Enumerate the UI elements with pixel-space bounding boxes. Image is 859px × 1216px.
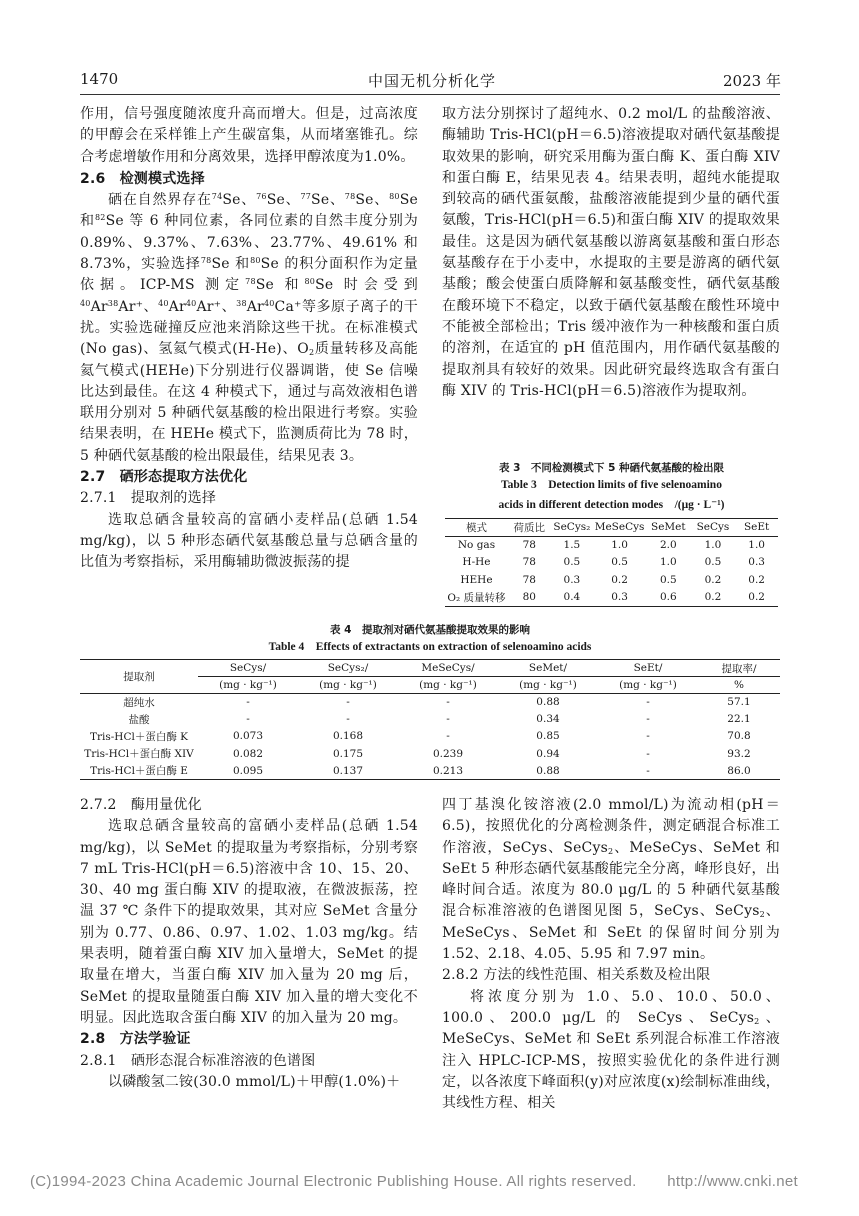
table-row: Tris-HCl＋蛋白酶 K 0.073 0.168 - 0.85 - 70.8 — [89, 730, 751, 743]
table3-header: 模式 荷质比 SeCys₂ MeSeCys SeMet SeCys SeEt — [445, 519, 778, 537]
copyright-footer: (C)1994-2023 China Academic Journal Electronic Publishing House. All rights reserved. http://www.cnki.net — [30, 1173, 798, 1190]
year: 2023 年 — [723, 72, 781, 90]
heading-2-8-2: 2.8.2 方法的线性范围、相关系数及检出限 — [442, 967, 711, 984]
heading-2-6: 2.6 检测模式选择 — [80, 170, 205, 187]
journal-title: 中国无机分析化学 — [368, 72, 497, 90]
paragraph-2-8-2: 将浓度分别为 1.0、5.0、10.0、50.0、100.0、200.0 μg/L 的 SeCys、SeCys$_2$、MeSeCys、SeMet 和 SeEt 系列混合标准工作溶液注入 HPLC-ICP-MS，按照实验优化的条件进行测定，以各浓度下峰面积(y)对应浓度(x)绘制标准曲线，其线性方程、相关 — [442, 988, 781, 1112]
table3-caption-cn: 表 3 不同检测模式下 5 种硒代氨基酸的检出限 — [498, 462, 725, 474]
heading-2-7-1: 2.7.1 提取剂的选择 — [80, 490, 217, 507]
right-column-upper — [442, 104, 780, 402]
table-row: Tris-HCl＋蛋白酶 XIV 0.082 0.175 0.239 0.94 - 93.2 — [84, 747, 751, 761]
table3-caption-en-2: acids in different detection modes /(μg · L⁻¹) — [498, 499, 725, 511]
table-row: 盐酸 - - - 0.34 - 22.1 — [128, 713, 751, 726]
table4-header-1: 提取剂 SeCys/ SeCys₂/ MeSeCys/ SeMet/ SeEt/ 提取率/ — [80, 660, 780, 677]
paragraph-2-8-1: 四丁基溴化铵溶液(2.0 mmol/L)为流动相(pH＝6.5)，按照优化的分离检测条件，测定硒混合标准工作溶液，SeCys、SeCys$_2$、MeSeCys、SeMet 和 SeEt 5 种形态硒代氨基酸能完全分离，峰形良好，出峰时间合适。浓度为 80.0 μg/L 的 5 种硒代氨基酸混合标准溶液的色谱图见图 5，SeCys、SeCys$_2$、MeSeCys、SeMet 和 SeEt 的保留时间分别为 1.52、2.18、4.05、5.95 和 7.97 min。 — [442, 797, 780, 963]
table-row: No gas 78 1.5 1.0 2.0 1.0 1.0 — [457, 539, 765, 551]
left-column-upper — [80, 104, 418, 574]
left-column-lower — [80, 795, 418, 1093]
table4-caption-en: Table 4 Effects of extractants on extraction of selenoamino acids — [268, 641, 592, 653]
heading-2-8-1: 2.8.1 硒形态混合标准溶液的色谱图 — [80, 1052, 316, 1069]
paragraph-2-6: 硒在自然界存在$^{74}$Se、$^{76}$Se、$^{77}$Se、$^{78}$Se、$^{80}$Se 和$^{82}$Se 等 6 种同位素，各同位素的自然丰度分别为 0.89%、9.37%、7.63%、23.77%、49.61% 和 8.73%，实验选择$^{78}$Se 和$^{80}$Se 的积分面积作为定量依据。ICP-MS 测定$^{78}$Se 和$^{80}$Se 时会受到$^{40}$Ar$^{38}$Ar⁺、$^{40}$Ar$^{40}$Ar⁺、$^{38}$Ar$^{40}$Ca⁺等多原子离子的干扰。实验选碰撞反应池来消除这些干扰。在标准模式(No gas)、氢氦气模式(H-He)、$O_2$质量转移及高能氦气模式(HEHe)下分别进行仪器调谐，使 Se 信噪比达到最佳。在这 4 种模式下，通过与高效液相色谱联用分别对 5 种硒代氨基酸的检出限进行考察。实验结果表明，在 HEHe 模式下，监测质荷比为 78 时，5 种硒代氨基酸的检出限最佳，结果见表 3。 — [80, 192, 419, 464]
right-column-lower — [442, 795, 780, 1114]
table4-caption-cn: 表 4 提取剂对硒代氨基酸提取效果的影响 — [330, 624, 530, 636]
paragraph-2-7-2: 选取总硒含量较高的富硒小麦样品(总硒 1.54 mg/kg)，以 SeMet 的提取量为考察指标，分别考察 7 mL Tris-HCl(pH＝6.5)溶液中含 10、15、20、30、40 mg 蛋白酶 XIV 的提取液，在微波振荡，控温 37 ℃ 条件下的提取效果，其对应 SeMet 含量分别为 0.77、0.86、0.97、1.02、1.03 mg/kg。结果表明，随着蛋白酶 XIV 加入量增大，SeMet 的提取量在增大，当蛋白酶 XIV 加入量为 20 mg 后，SeMet 的提取量随蛋白酶 XIV 加入量的增大变化不明显。因此选取含蛋白酶 XIV 的加入量为 20 mg。 — [80, 818, 418, 1026]
heading-2-7-2: 2.7.2 酶用量优化 — [80, 797, 202, 813]
table3 — [445, 518, 778, 607]
table3-caption-en-1: Table 3 Detection limits of five selenoamino — [501, 479, 722, 491]
heading-2-8: 2.8 方法学验证 — [80, 1031, 191, 1048]
page-number: 1470 — [80, 70, 119, 88]
paragraph-methanol: 作用，信号强度随浓度升高而增大。但是，过高浓度的甲醇会在采样锥上产生碳富集，从而堵塞锥孔。综合考虑增敏作用和分离效果，选择甲醇浓度为1.0%。 — [80, 106, 418, 165]
paragraph-extraction: 取方法分别探讨了超纯水、0.2 mol/L 的盐酸溶液、酶辅助 Tris-HCl(pH＝6.5)溶液提取对硒代氨基酸提取效果的影响，研究采用酶为蛋白酶 K、蛋白酶 XIV 和蛋白酶 E，结果见表 4。结果表明，超纯水能提取到较高的硒代蛋氨酸，盐酸溶液能提到少量的硒代蛋氨酸，Tris-HCl(pH＝6.5)和蛋白酶 XIV 的提取效果最佳。这是因为硒代氨基酸以游离氨基酸和蛋白形态氨基酸存在于小麦中，水提取的主要是游离的硒代氨基酸；酸会使蛋白质降解和氨基酸变性，硒代氨基酸在酸环境下不稳定，以致于硒代氨基酸在酸性环境中不能被全部检出；Tris 缓冲液作为一种核酸和蛋白质的溶剂，在适宜的 pH 值范围内，用作硒代氨基酸的提取剂具有较好的效果。因此研究最终选取含有蛋白酶 XIV 的 Tris-HCl(pH＝6.5)溶液作为提取剂。 — [442, 106, 780, 399]
table-row: O₂ 质量转移 80 0.4 0.3 0.6 0.2 0.2 — [445, 589, 778, 607]
heading-2-7: 2.7 硒形态提取方法优化 — [80, 469, 248, 486]
paragraph-2-7-1: 选取总硒含量较高的富硒小麦样品(总硒 1.54 mg/kg)，以 5 种形态硒代氨基酸总量与总硒含量的比值为考察指标，采用酶辅助微波振荡的提 — [80, 511, 418, 571]
table4-header-2: (mg · kg⁻¹) (mg · kg⁻¹) (mg · kg⁻¹) (mg · kg⁻¹) (mg · kg⁻¹) % — [80, 677, 780, 694]
table-row: 超纯水 - - - 0.88 - 57.1 — [123, 696, 751, 709]
paragraph-2-8-1-start: 以磷酸氢二铵(30.0 mmol/L)＋甲醇(1.0%)＋ — [108, 1073, 401, 1090]
table4 — [80, 659, 780, 780]
table-row: Tris-HCl＋蛋白酶 E 0.095 0.137 0.213 0.88 - 86.0 — [80, 762, 780, 779]
table-row: H-He 78 0.5 0.5 1.0 0.5 0.3 — [462, 556, 765, 569]
header-rule — [80, 94, 780, 95]
table-row: HEHe 78 0.3 0.2 0.5 0.2 0.2 — [460, 573, 765, 586]
